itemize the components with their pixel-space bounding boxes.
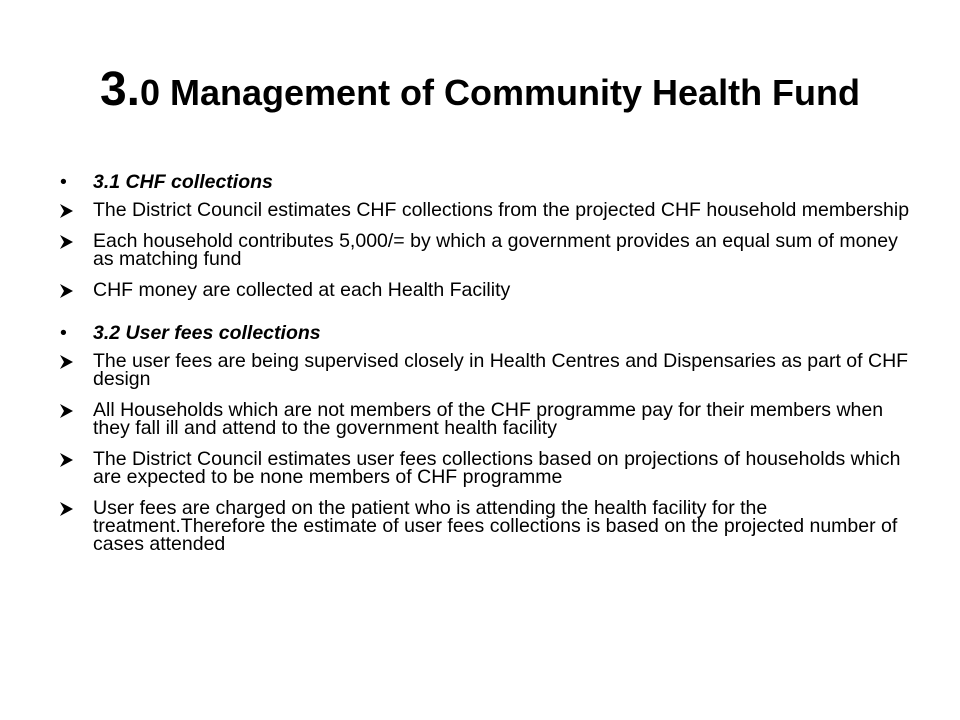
arrow-bullet-icon bbox=[60, 404, 73, 418]
title-number: 3. bbox=[99, 63, 140, 116]
arrow-bullet-icon bbox=[60, 502, 73, 516]
list-item-text: CHF money are collected at each Health Facility bbox=[93, 279, 511, 301]
slide-content bbox=[60, 170, 920, 566]
list-item-text: All Households which are not members of the CHF programme pay for their members when they fall ill and attend to the government health facility bbox=[93, 399, 884, 439]
section-heading bbox=[60, 321, 920, 345]
list-item bbox=[60, 450, 920, 486]
bullet-dot: • bbox=[60, 322, 67, 344]
slide-title bbox=[0, 60, 960, 123]
section-heading-text: 3.2 User fees collections bbox=[93, 322, 321, 344]
section-heading-text: 3.1 CHF collections bbox=[93, 171, 273, 193]
list-item-text: The user fees are being supervised closely in Health Centres and Dispensaries as part of CHF design bbox=[93, 350, 909, 390]
list-item bbox=[60, 281, 920, 299]
title-text: 0 Management of Community Health Fund bbox=[139, 72, 861, 113]
arrow-bullet-icon bbox=[60, 284, 73, 298]
arrow-bullet-icon bbox=[60, 355, 73, 369]
list-item bbox=[60, 232, 920, 268]
list-item bbox=[60, 201, 920, 219]
list-item-text: User fees are charged on the patient who is attending the health facility for the treatment.Therefore the estimate of user fees collections is based on the projected number of cases attended bbox=[93, 497, 898, 555]
list-item bbox=[60, 401, 920, 437]
list-item bbox=[60, 352, 920, 388]
list-item-text: Each household contributes 5,000/= by which a government provides an equal sum of money as matching fund bbox=[93, 230, 898, 270]
arrow-bullet-icon bbox=[60, 453, 73, 467]
bullet-dot: • bbox=[60, 171, 67, 193]
section-heading bbox=[60, 170, 920, 194]
section-chf-collections bbox=[60, 170, 920, 299]
section-user-fees-collections bbox=[60, 321, 920, 553]
arrow-bullet-icon bbox=[60, 204, 73, 218]
list-item-text: The District Council estimates CHF collections from the projected CHF household membership bbox=[93, 199, 910, 221]
list-item bbox=[60, 499, 920, 553]
arrow-bullet-icon bbox=[60, 235, 73, 249]
list-item-text: The District Council estimates user fees collections based on projections of households which are expected to be none members of CHF programme bbox=[93, 448, 901, 488]
